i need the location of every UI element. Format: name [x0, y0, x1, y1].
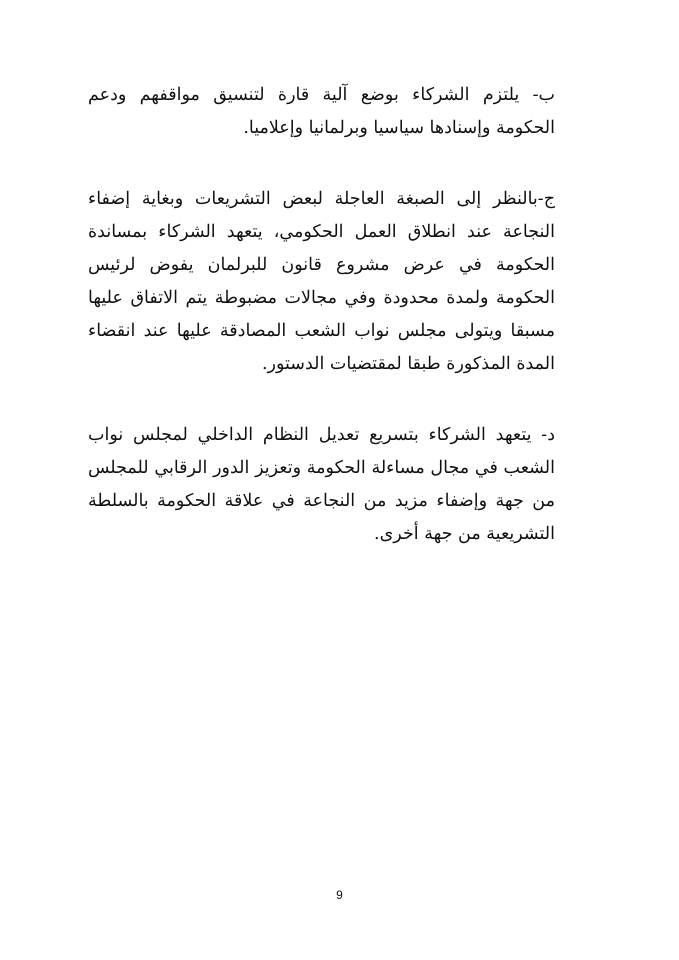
document-body	[88, 79, 555, 551]
page-number: 9	[336, 888, 343, 902]
clause-separator: -	[519, 85, 539, 105]
clause-d	[88, 419, 555, 551]
clause-separator: -	[531, 425, 548, 445]
clause-text: بالنظر إلى الصبغة العاجلة لبعض التشريعات وبغاية إضفاء النجاعة عند انطلاق العمل الحكومي، يتعهد الشركاء بمساندة الحكومة في عرض مشروع قانون للبرلمان يفوض لرئيس الحكومة ولمدة محدودة وفي مجالات مضبوطة يتم الاتفاق عليها مسبقا ويتولى مجلس نواب الشعب المصادقة عليها عند انقضاء المدة المذكورة طبقا لمقتضيات الدستور.	[88, 189, 555, 374]
clause-separator: -	[537, 189, 544, 209]
clause-b	[88, 79, 555, 145]
clause-text: يلتزم الشركاء بوضع آلية قارة لتنسيق مواقفهم ودعم الحكومة وإسنادها سياسيا وبرلمانيا وإعلاميا.	[88, 85, 555, 138]
clause-marker: ب	[538, 85, 555, 105]
clause-marker: ج	[543, 189, 555, 209]
clause-j	[88, 183, 555, 381]
clause-text: يتعهد الشركاء بتسريع تعديل النظام الداخلي لمجلس نواب الشعب في مجال مساءلة الحكومة وتعزيز الدور الرقابي للمجلس من جهة وإضفاء مزيد من النجاعة في علاقة الحكومة بالسلطة التشريعية من جهة أخرى.	[88, 425, 555, 544]
clause-marker: د	[547, 425, 555, 445]
